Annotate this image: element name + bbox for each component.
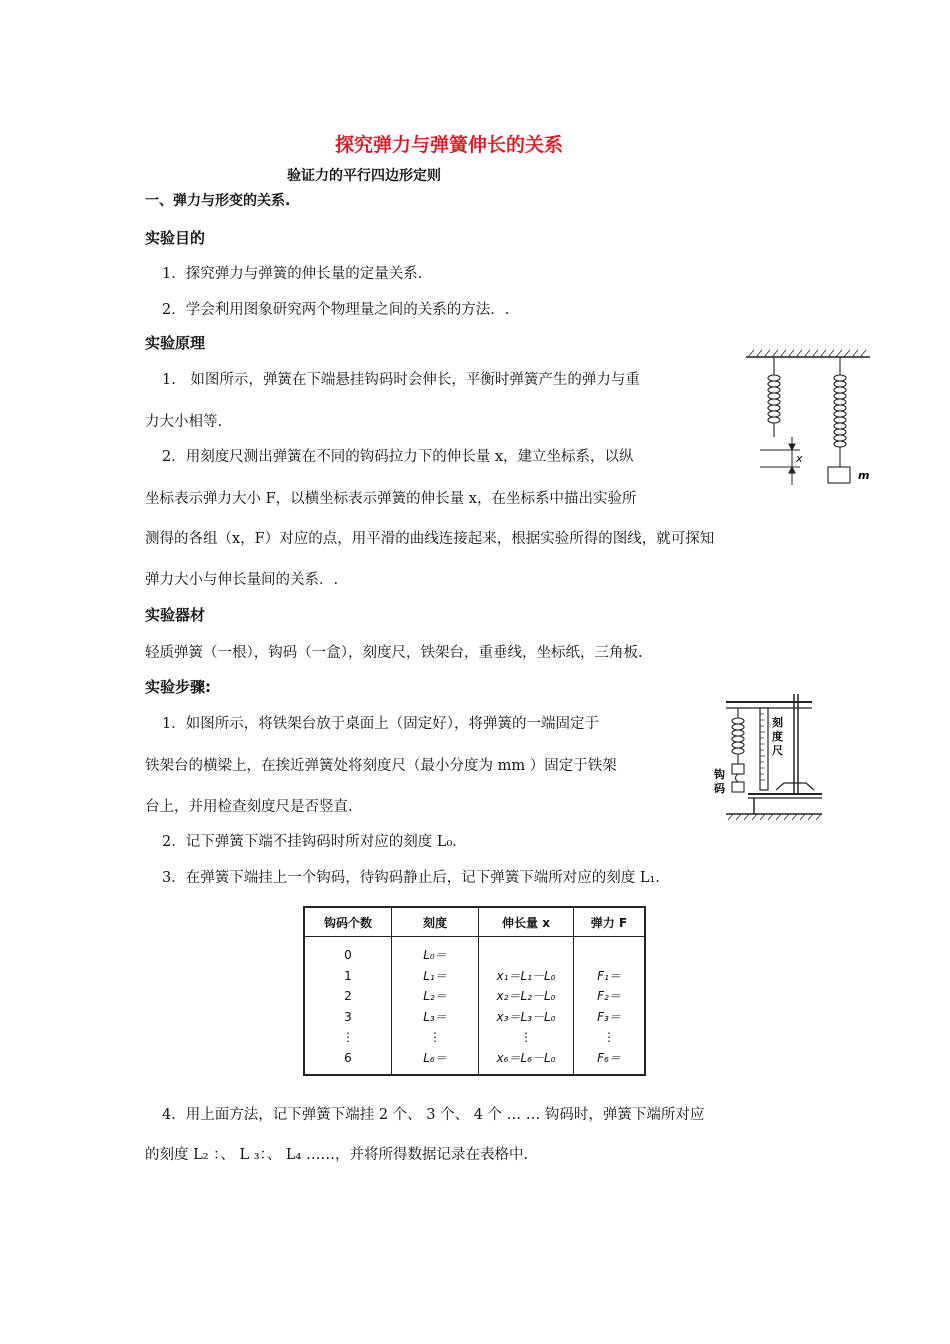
scale-column [392,937,479,1076]
force-cell: F₃＝ [597,1009,621,1024]
scale-cell: L₆＝ [423,1050,447,1065]
table-body-row [304,937,645,1076]
purpose-heading: 实验目的 [145,229,206,247]
principle-p2-line3: 测得的各组（x，F）对应的点，用平滑的曲线连接起来，根据实验所得的图线，就可探知 [145,531,715,547]
extension-label: x [796,452,803,465]
header-force: 弹力 F [574,907,646,937]
force-cell: F₂＝ [597,989,621,1003]
step-1-line3: 台上，并用检查刻度尺是否竖直. [145,799,353,815]
stand-base [726,783,822,820]
purpose-item-2: 2．学会利用图象研究两个物理量之间的关系的方法．. [162,302,510,318]
extension-cell: x₆＝L₆－L₀ [496,1050,556,1065]
principle-p2-line4: 弹力大小与伸长量间的关系．. [145,572,339,588]
equipment-heading: 实验器材 [145,606,206,624]
step-1-line1: 1．如图所示，将铁架台放于桌面上（固定好），将弹簧的一端固定于 [162,716,599,732]
header-extension: 伸长量 x [479,907,574,937]
count-cell: 3 [344,1009,352,1024]
scale-cell: L₂＝ [423,989,447,1003]
steps-heading: 实验步骤: [145,678,211,696]
principle-p2-line2: 坐标表示弹力大小 F，以横坐标表示弹簧的伸长量 x，在坐标系中描出实验所 [145,491,637,507]
data-table [303,906,646,1076]
doc-title: 探究弹力与弹簧伸长的关系 [335,134,564,156]
force-cell: F₁＝ [597,968,621,983]
scale-cell: L₀＝ [423,948,447,962]
scale-cell: L₁＝ [423,968,447,983]
principle-p2-line1: 2．用刻度尺测出弹簧在不同的钩码拉力下的伸长量 x，建立坐标系，以纵 [162,449,634,465]
extension-cell: x₃＝L₃－L₀ [496,1009,556,1024]
principle-p1-line2: 力大小相等. [145,414,223,430]
extension-marker [760,437,800,485]
mass-label: m [858,469,870,482]
weight-label-1: 钩 [714,768,725,781]
spring-figure [740,345,880,495]
iron-stand-figure [712,690,832,825]
step-4-line2: 的刻度 L₂ ：、 L ₃：、 L₄ ……，并将所得数据记录在表格中. [145,1147,529,1163]
count-cell: 1 [344,968,352,983]
weight-label-2: 码 [714,782,725,795]
principle-heading: 实验原理 [145,334,206,352]
extension-column [479,937,574,1076]
step-4-line1: 4．用上面方法，记下弹簧下端挂 2 个、 3 个、 4 个 … … 钩码时，弹簧下端所对应 [162,1107,705,1123]
ceiling-beam [746,350,870,357]
doc-subtitle: 验证力的平行四边形定则 [287,168,441,184]
stand-post [794,694,798,794]
count-cell: ⋮ [342,1030,354,1044]
count-column [304,937,392,1076]
header-count: 钩码个数 [304,907,392,937]
equipment-text: 轻质弹簧（一根），钩码（一盒），刻度尺，铁架台，重垂线，坐标纸，三角板. [145,645,643,661]
stand-spring [732,708,744,792]
principle-p1-line1: 1. 如图所示，弹簧在下端悬挂钩码时会伸长，平衡时弹簧产生的弹力与重 [162,372,640,388]
count-cell: 0 [344,948,352,962]
force-cell [574,945,644,966]
table-header-row [304,907,645,937]
ruler [760,708,768,790]
hanging-mass [828,467,850,483]
force-cell: F₆＝ [597,1050,621,1065]
step-2: 2．记下弹簧下端不挂钩码时所对应的刻度 L₀． [162,834,467,850]
spring-right [834,357,846,467]
section-heading-1: 一、弹力与形变的关系. [145,193,291,209]
spring-left [768,357,780,437]
extension-cell: x₂＝L₂－L₀ [496,989,556,1003]
scale-cell: L₃＝ [423,1009,447,1024]
ruler-label-2: 度 [772,730,783,743]
extension-cell [479,945,573,966]
header-scale: 刻度 [392,907,479,937]
ruler-label-1: 刻 [772,716,783,729]
count-cell: 6 [344,1050,352,1065]
ruler-label-3: 尺 [772,744,783,757]
step-3: 3．在弹簧下端挂上一个钩码，待钩码静止后，记下弹簧下端所对应的刻度 L₁. [162,870,660,886]
count-cell: 2 [344,989,352,1003]
step-1-line2: 铁架台的横梁上，在挨近弹簧处将刻度尺（最小分度为 mm ）固定于铁架 [145,758,617,774]
purpose-item-1: 1．探究弹力与弹簧的伸长量的定量关系. [162,266,423,282]
stand-beam [726,702,812,708]
extension-cell: x₁＝L₁－L₀ [496,968,556,983]
scale-cell: ⋮ [429,1030,441,1044]
extension-cell: ⋮ [520,1030,532,1044]
force-column [574,937,646,1076]
force-cell: ⋮ [603,1030,615,1044]
